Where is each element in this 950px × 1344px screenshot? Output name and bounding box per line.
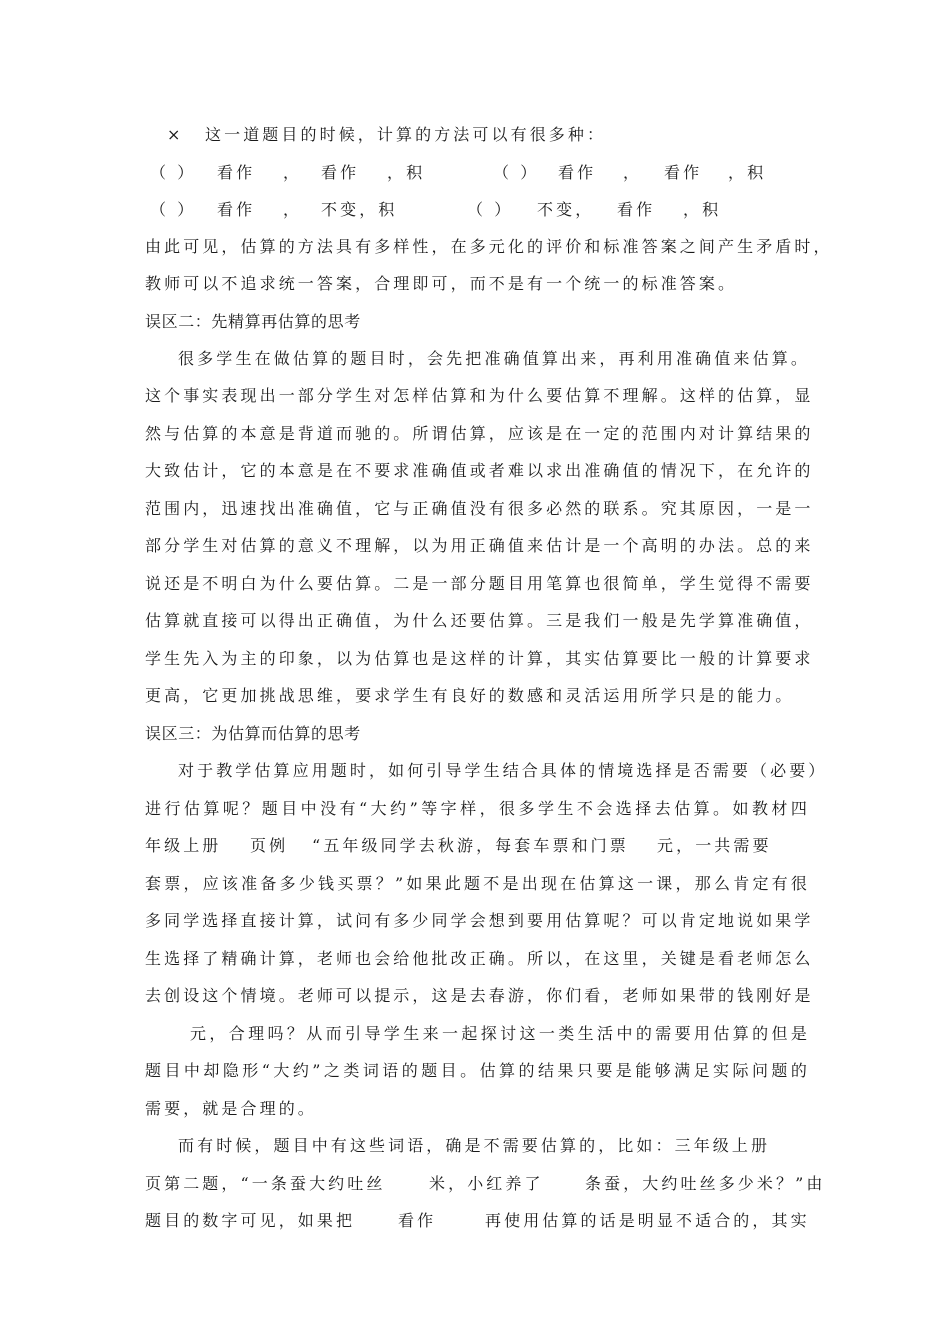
method-text: 看作 bbox=[217, 200, 256, 219]
method-intro-text: 这一道题目的时候，计算的方法可以有很多种： bbox=[205, 125, 607, 144]
paren-blank: （ ） bbox=[493, 163, 540, 182]
method-text: 看作 bbox=[664, 163, 703, 182]
section-heading-2: 误区二：先精算再估算的思考 bbox=[145, 312, 361, 331]
section-heading-3: 误区三：为估算而估算的思考 bbox=[145, 724, 361, 743]
paren-blank: （ ） bbox=[150, 163, 197, 182]
method-text: 看作 bbox=[321, 163, 360, 182]
body-text: 元，一共需要 bbox=[657, 836, 772, 855]
body-line: 而有时候，题目中有这些词语，确是不需要估算的，比如：三年级上册 bbox=[178, 1136, 771, 1155]
body-text: 页例 bbox=[250, 836, 289, 855]
method-text: 不变，积 bbox=[321, 200, 398, 219]
body-line: 元，合理吗？从而引导学生来一起探讨这一类生活中的需要用估算的但是 bbox=[190, 1024, 810, 1043]
body-line: 很多学生在做估算的题目时，会先把准确值算出来，再利用准确值来估算。 bbox=[178, 349, 810, 368]
body-line: 更高，它更加挑战思维，要求学生有良好的数感和灵活运用所学只是的能力。 bbox=[145, 686, 795, 705]
body-line: 大致估计，它的本意是在不要求准确值或者难以求出准确值的情况下，在允许的 bbox=[145, 461, 814, 480]
method-text: ， bbox=[283, 200, 303, 219]
body-text: 题目的数字可见，如果把 bbox=[145, 1211, 356, 1230]
body-line: 生选择了精确计算，老师也会给他批改正确。所以，在这里，关键是看老师怎么 bbox=[145, 949, 814, 968]
body-text: “五年级同学去秋游，每套车票和门票 bbox=[312, 836, 629, 855]
method-text: 看作 bbox=[617, 200, 656, 219]
body-line: 范围内，迅速找出准确值，它与正确值没有很多必然的联系。究其原因，一是一 bbox=[145, 499, 814, 518]
body-line: 对于教学估算应用题时，如何引导学生结合具体的情境选择是否需要（必要） bbox=[178, 761, 828, 780]
method-text: ，积 bbox=[683, 200, 722, 219]
method-text: ，积 bbox=[387, 163, 426, 182]
method-text: 看作 bbox=[217, 163, 256, 182]
body-line: 去创设这个情境。老师可以提示，这是去春游，你们看，老师如果带的钱刚好是 bbox=[145, 986, 814, 1005]
body-line: 多同学选择直接计算，试问有多少同学会想到要用估算呢？可以肯定地说如果学 bbox=[145, 911, 814, 930]
body-line: 说还是不明白为什么要估算。二是一部分题目用笔算也很简单，学生觉得不需要 bbox=[145, 574, 814, 593]
paren-blank: （ ） bbox=[467, 200, 514, 219]
body-line: 套票，应该准备多少钱买票？”如果此题不是出现在估算这一课，那么肯定有很 bbox=[145, 874, 810, 893]
method-text: ，积 bbox=[728, 163, 767, 182]
body-text: 看作 bbox=[398, 1211, 437, 1230]
body-line: 估算就直接可以得出正确值，为什么还要估算。三是我们一般是先学算准确值， bbox=[145, 611, 814, 630]
paren-blank: （ ） bbox=[150, 200, 197, 219]
body-line: 由此可见，估算的方法具有多样性，在多元化的评价和标准答案之间产生矛盾时， bbox=[145, 237, 833, 256]
body-line: 部分学生对估算的意义不理解，以为用正确值来估计是一个高明的办法。总的来 bbox=[145, 536, 814, 555]
body-line: 教师可以不追求统一答案，合理即可，而不是有一个统一的标准答案。 bbox=[145, 274, 738, 293]
body-text: 年级上册 bbox=[145, 836, 222, 855]
body-text: 条蚕，大约吐丝多少米？”由 bbox=[585, 1174, 826, 1193]
body-text: 页第二题，“一条蚕大约吐丝 bbox=[145, 1174, 386, 1193]
multiply-sign: × bbox=[167, 125, 184, 144]
body-text: 再使用估算的话是明显不适合的，其实 bbox=[485, 1211, 810, 1230]
body-line: 进行估算呢？题目中没有“大约”等字样，很多学生不会选择去估算。如教材四 bbox=[145, 799, 810, 818]
method-text: 不变， bbox=[537, 200, 595, 219]
method-text: ， bbox=[283, 163, 303, 182]
method-text: 看作 bbox=[558, 163, 597, 182]
body-line: 然与估算的本意是背道而驰的。所谓估算，应该是在一定的范围内对计算结果的 bbox=[145, 424, 814, 443]
body-line: 学生先入为主的印象，以为估算也是这样的计算，其实估算要比一般的计算要求 bbox=[145, 649, 814, 668]
body-line: 这个事实表现出一部分学生对怎样估算和为什么要估算不理解。这样的估算，显 bbox=[145, 386, 814, 405]
body-line: 题目中却隐形“大约”之类词语的题目。估算的结果只要是能够满足实际问题的 bbox=[145, 1061, 810, 1080]
body-text: 米，小红养了 bbox=[429, 1174, 544, 1193]
body-line: 需要，就是合理的。 bbox=[145, 1099, 317, 1118]
method-text: ， bbox=[623, 163, 643, 182]
